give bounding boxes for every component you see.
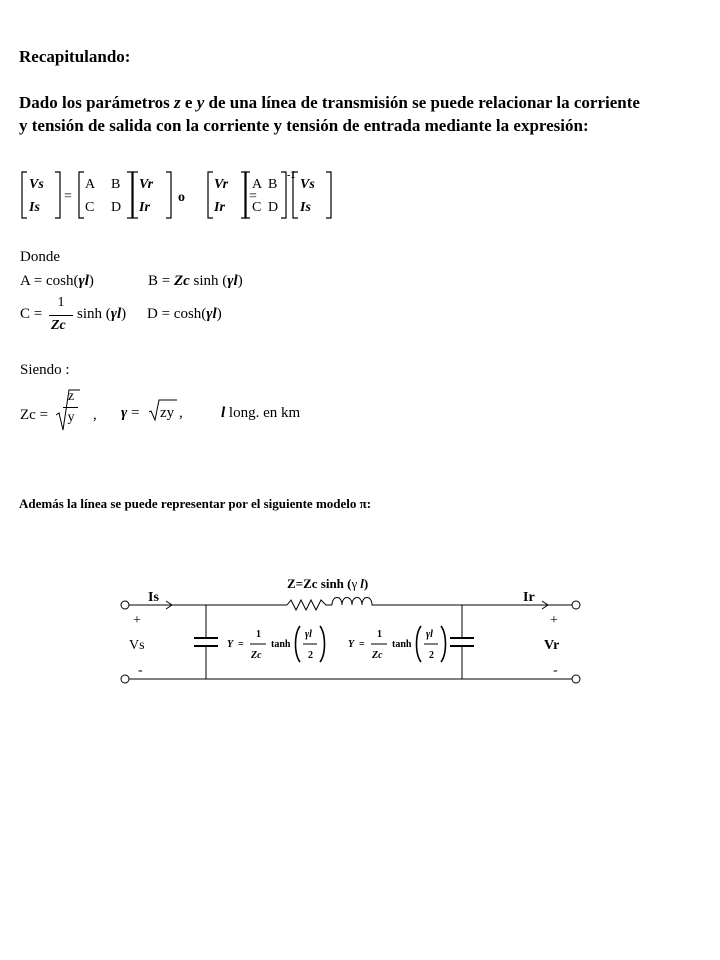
matrix-Is-2: Is (300, 200, 311, 215)
matrix-equals-2: = (249, 189, 257, 204)
eq-D-gamma: γ (206, 306, 213, 322)
eq-C-l: l (117, 306, 122, 322)
matrix-or: o (178, 190, 185, 205)
eq-D-l: l (212, 306, 217, 322)
matrix-Is: Is (29, 200, 40, 215)
eq-B-lhs: B = (148, 273, 171, 289)
label-Z-text: Z=Zc sinh ( (287, 576, 352, 591)
eq-D (147, 306, 222, 323)
matrix-D: D (111, 200, 122, 215)
model-caption-pi: π (359, 496, 367, 511)
eq-C-sinh: sinh ( (77, 306, 111, 322)
matrix-C-2: C (252, 200, 262, 215)
left-Y-equals: = (238, 639, 244, 650)
label-Z-l: l (360, 576, 364, 591)
matrix-Vr-2: Vr (214, 177, 229, 192)
matrix-A: A (85, 177, 96, 192)
series-inductor (332, 598, 377, 606)
right-Y-tanh: tanh (392, 639, 412, 650)
matrix-Vr: Vr (139, 177, 154, 192)
label-Ir: Ir (523, 590, 535, 605)
eq-gamma-symbol: γ (121, 405, 128, 421)
eq-D-close: ) (216, 306, 222, 322)
left-Y-symbol: Y (227, 639, 234, 650)
right-Y-Zc: Zc (372, 650, 383, 661)
eq-Zc-y: y (67, 410, 75, 425)
intro-var-z: z (174, 93, 181, 112)
matrix-equation (15, 166, 345, 224)
label-Z-gamma: γ (351, 576, 358, 591)
eq-Zc-comma: , (93, 407, 97, 423)
matrix-C: C (85, 200, 95, 215)
left-Y-one: 1 (256, 629, 261, 640)
eq-C-fraction-bar (49, 315, 73, 316)
label-plus-left: + (133, 613, 141, 628)
model-caption (19, 496, 371, 512)
left-Y-tanh: tanh (271, 639, 291, 650)
eq-gamma-equals: = (131, 405, 140, 421)
intro-text-a: Dado los parámetros (19, 93, 175, 112)
eq-C-rhs (77, 306, 126, 323)
pi-model-circuit (110, 570, 590, 690)
eq-gamma (121, 405, 139, 422)
eq-C-lhs: C = (20, 306, 43, 322)
eq-length-l: l (221, 405, 226, 421)
eq-gamma-zy: zy (160, 405, 175, 421)
label-Vs: Vs (129, 638, 145, 653)
eq-B-l: l (233, 273, 238, 289)
label-plus-right: + (550, 613, 558, 628)
right-Y-gamma-l: γl (426, 629, 433, 640)
right-Y-one: 1 (377, 629, 382, 640)
right-Y-equals: = (359, 639, 365, 650)
eq-C-close: ) (121, 306, 127, 322)
label-minus-right: - (553, 663, 558, 678)
eq-B-close: ) (237, 273, 243, 289)
matrix-Vs-2: Vs (300, 177, 315, 192)
donde-label: Donde (20, 249, 60, 265)
eq-length-text: long. en km (228, 405, 301, 421)
label-Z (287, 576, 368, 591)
eq-length (221, 405, 300, 422)
terminal-bottom-right (572, 675, 580, 683)
label-Vr: Vr (544, 638, 560, 653)
eq-C-gamma: γ (110, 306, 117, 322)
matrix-inverse: -1 (287, 170, 296, 181)
eq-Zc-lhs: Zc = (20, 407, 49, 423)
eq-Zc-fraction-bar (63, 407, 78, 408)
siendo-label: Siendo : (20, 362, 70, 378)
intro-line-1 (19, 93, 640, 113)
terminal-bottom-left (121, 675, 129, 683)
eq-C-one: 1 (57, 295, 65, 310)
eq-A-close: ) (88, 273, 94, 289)
label-minus-left: - (138, 663, 143, 678)
right-Y-two: 2 (429, 650, 434, 661)
left-Y-gamma-l: γl (305, 629, 312, 640)
right-Y-paren-close (441, 626, 446, 662)
eq-B-Zc: Zc (173, 273, 190, 289)
eq-C-Zc: Zc (51, 318, 66, 333)
left-Y-two: 2 (308, 650, 313, 661)
matrix-A-2: A (252, 177, 263, 192)
matrix-Ir: Ir (139, 200, 150, 215)
matrix-B: B (111, 177, 121, 192)
intro-text-c: de una línea de transmisión se puede relacionar la corriente (204, 93, 640, 112)
eq-gamma-comma: , (179, 405, 183, 421)
eq-A-gamma: γ (78, 273, 85, 289)
left-Y-paren-close (320, 626, 325, 662)
matrix-equals-1: = (64, 189, 72, 204)
matrix-D-2: D (268, 200, 279, 215)
terminal-top-left (121, 601, 129, 609)
left-Y-Zc: Zc (251, 650, 262, 661)
model-caption-colon: : (366, 496, 372, 511)
matrix-Ir-2: Ir (214, 200, 225, 215)
series-resistor (287, 600, 332, 610)
eq-Zc-z: z (67, 389, 75, 404)
eq-B (148, 273, 243, 290)
intro-line-2: y tensión de salida con la corriente y tensión de entrada mediante la expresión: (19, 116, 589, 135)
label-Z-close: ) (363, 576, 369, 591)
page-heading: Recapitulando: (19, 47, 131, 66)
right-Y-symbol: Y (348, 639, 355, 650)
right-Y-paren-open (417, 626, 422, 662)
eq-A-l: l (84, 273, 89, 289)
model-caption-text: Además la línea se puede representar por el siguiente modelo (19, 496, 360, 511)
left-Y-paren-open (296, 626, 301, 662)
eq-B-sinh: sinh ( (193, 273, 228, 289)
matrix-B-2: B (268, 177, 278, 192)
eq-A (20, 273, 94, 290)
intro-text-b: e (180, 93, 197, 112)
eq-B-gamma: γ (227, 273, 234, 289)
eq-A-lhs: A = cosh( (20, 273, 79, 289)
label-Is: Is (148, 590, 159, 605)
matrix-Vs: Vs (29, 177, 44, 192)
intro-var-y: y (196, 93, 205, 112)
terminal-top-right (572, 601, 580, 609)
eq-D-lhs: D = cosh( (147, 306, 207, 322)
